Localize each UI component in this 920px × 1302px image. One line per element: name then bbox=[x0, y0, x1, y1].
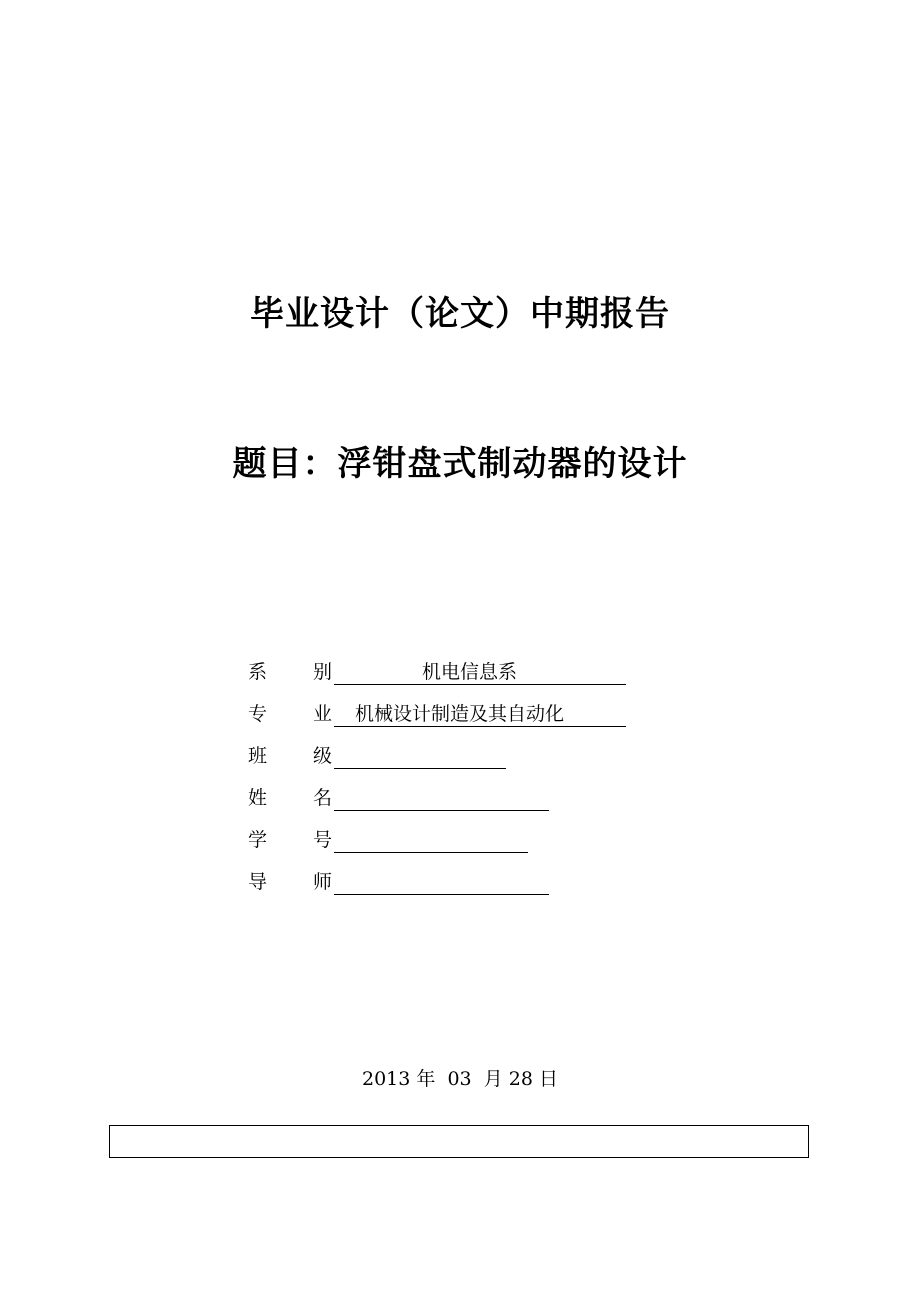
bottom-frame-box bbox=[109, 1125, 809, 1158]
student-id-underline bbox=[334, 827, 528, 853]
student-id-label-char-1: 学 bbox=[248, 829, 268, 851]
major-label-char-1: 专 bbox=[248, 703, 268, 725]
department-value: 机电信息系 bbox=[422, 661, 518, 683]
department-label-char-2: 别 bbox=[313, 661, 333, 683]
subject-title: 题目：浮钳盘式制动器的设计 bbox=[232, 444, 688, 484]
major-label-char-2: 业 bbox=[313, 703, 333, 725]
advisor-label-char-2: 师 bbox=[313, 871, 333, 893]
major-value: 机械设计制造及其自动化 bbox=[355, 703, 565, 725]
report-date: 2013 年 03 月 28 日 bbox=[362, 1068, 558, 1090]
class-label-char-2: 级 bbox=[313, 745, 333, 767]
name-label-char-2: 名 bbox=[313, 787, 333, 809]
name-label-char-1: 姓 bbox=[248, 787, 268, 809]
report-title: 毕业设计（论文）中期报告 bbox=[250, 294, 670, 334]
advisor-underline bbox=[334, 869, 549, 895]
student-id-label-char-2: 号 bbox=[313, 829, 333, 851]
class-label-char-1: 班 bbox=[248, 745, 268, 767]
advisor-label-char-1: 导 bbox=[248, 871, 268, 893]
class-underline bbox=[334, 743, 506, 769]
name-underline bbox=[334, 785, 549, 811]
department-label-char-1: 系 bbox=[248, 661, 268, 683]
